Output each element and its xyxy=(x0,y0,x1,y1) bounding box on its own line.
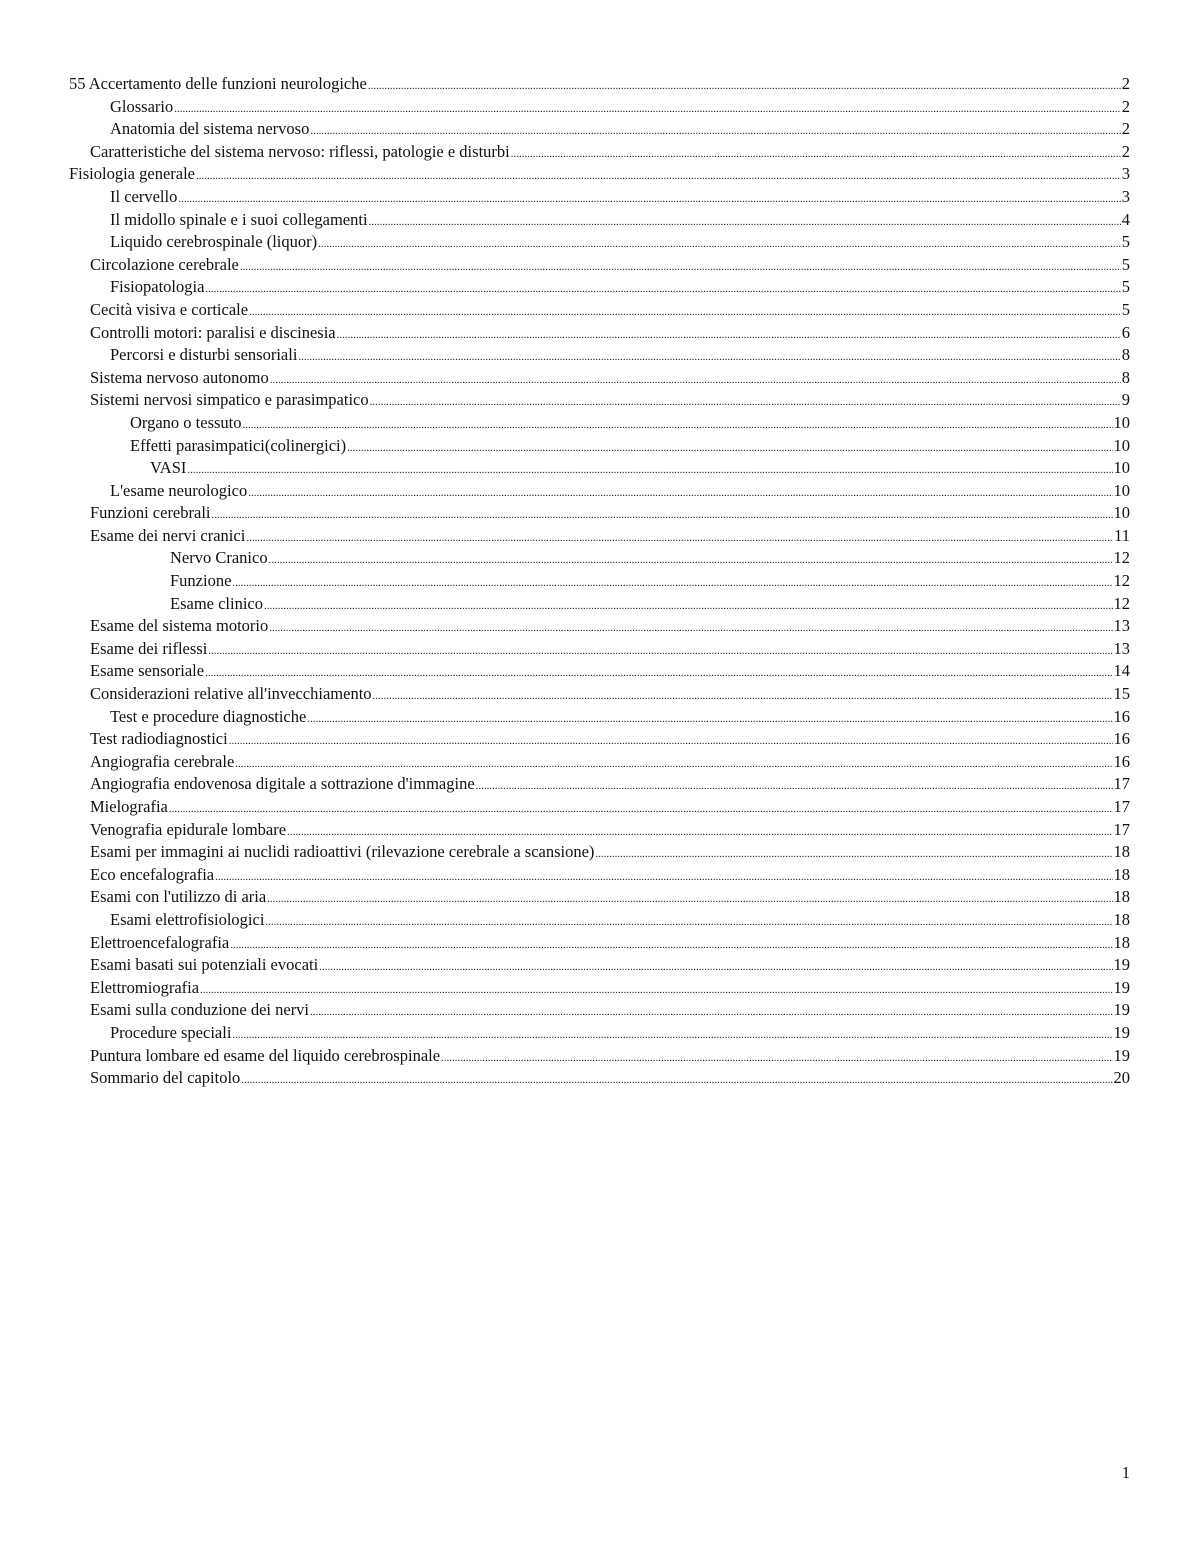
toc-entry-page: 17 xyxy=(1113,819,1130,839)
dot-leader xyxy=(319,956,1112,979)
page-number: 1 xyxy=(1121,1463,1130,1482)
toc-entry-page: 18 xyxy=(1113,887,1130,907)
dot-leader xyxy=(265,911,1112,934)
toc-entry-title: L'esame neurologico xyxy=(110,480,248,500)
toc-entry-title: Sistemi nervosi simpatico e parasimpatico xyxy=(90,390,369,410)
toc-entry-title: Esami basati sui potenziali evocati xyxy=(90,955,319,975)
dot-leader xyxy=(215,866,1112,889)
toc-entry-title: Esami con l'utilizzo di aria xyxy=(90,887,267,907)
toc-entry-title: Esame del sistema motorio xyxy=(90,616,269,636)
toc-entry-title: Sistema nervoso autonomo xyxy=(90,367,269,387)
dot-leader xyxy=(267,888,1112,911)
toc-entry[interactable] xyxy=(69,819,1130,842)
toc-entry[interactable] xyxy=(69,141,1130,164)
toc-entry-page: 5 xyxy=(1121,299,1130,319)
toc-entry-title: Esame sensoriale xyxy=(90,661,205,681)
toc-entry[interactable] xyxy=(69,909,1130,932)
toc-entry-title: Procedure speciali xyxy=(110,1022,232,1042)
toc-entry-title: Test radiodiagnostici xyxy=(90,729,228,749)
dot-leader xyxy=(595,843,1112,866)
dot-leader xyxy=(241,1069,1112,1092)
dot-leader xyxy=(373,685,1113,708)
toc-entry-page: 8 xyxy=(1121,345,1130,365)
toc-entry-page: 18 xyxy=(1113,864,1130,884)
toc-entry[interactable] xyxy=(69,706,1130,729)
toc-entry[interactable] xyxy=(69,457,1130,480)
dot-leader xyxy=(208,640,1112,663)
toc-entry-title: Nervo Cranico xyxy=(170,548,268,568)
toc-entry-page: 4 xyxy=(1121,209,1130,229)
toc-entry[interactable] xyxy=(69,502,1130,525)
toc-entry[interactable] xyxy=(69,389,1130,412)
dot-leader xyxy=(476,775,1113,798)
toc-entry-title: Funzioni cerebrali xyxy=(90,503,211,523)
toc-entry-page: 12 xyxy=(1113,571,1130,591)
toc-entry-page: 10 xyxy=(1113,503,1130,523)
toc-entry-title: Il midollo spinale e i suoi collegamenti xyxy=(110,209,368,229)
toc-entry-page: 17 xyxy=(1113,774,1130,794)
dot-leader xyxy=(441,1047,1112,1070)
toc-entry-page: 9 xyxy=(1121,390,1130,410)
dot-leader xyxy=(212,504,1113,527)
dot-leader xyxy=(235,753,1112,776)
toc-entry[interactable] xyxy=(69,525,1130,548)
toc-entry-page: 19 xyxy=(1113,977,1130,997)
dot-leader xyxy=(230,934,1112,957)
toc-entry-page: 16 xyxy=(1113,729,1130,749)
toc-entry-page: 12 xyxy=(1113,548,1130,568)
table-of-contents xyxy=(69,73,1130,1090)
dot-leader xyxy=(318,233,1121,256)
dot-leader xyxy=(347,437,1112,460)
toc-entry-title: Esami sulla conduzione dei nervi xyxy=(90,1000,310,1020)
toc-entry-title: Esami elettrofisiologici xyxy=(110,909,265,929)
toc-entry-title: Esame clinico xyxy=(170,593,264,613)
toc-entry-title: Elettroencefalografia xyxy=(90,932,230,952)
toc-entry[interactable] xyxy=(69,186,1130,209)
toc-entry-page: 11 xyxy=(1114,525,1130,545)
toc-entry-title: Il cervello xyxy=(110,186,178,206)
toc-entry-page: 10 xyxy=(1113,480,1130,500)
toc-entry[interactable] xyxy=(69,1067,1130,1090)
toc-entry-title: Percorsi e disturbi sensoriali xyxy=(110,345,298,365)
toc-entry-title: Mielografia xyxy=(90,797,168,816)
toc-entry-title: Angiografia cerebrale xyxy=(90,751,235,771)
dot-leader xyxy=(287,821,1112,844)
toc-entry-page: 19 xyxy=(1113,1045,1130,1065)
dot-leader xyxy=(243,414,1113,437)
toc-entry-page: 20 xyxy=(1113,1068,1130,1088)
toc-entry-page: 18 xyxy=(1113,932,1130,952)
toc-entry-title: Glossario xyxy=(110,96,174,116)
dot-leader xyxy=(307,708,1112,731)
toc-entry-title: Venografia epidurale lombare xyxy=(90,819,287,839)
toc-entry-title: Caratteristiche del sistema nervoso: riflessi, patologie e disturbi xyxy=(90,141,510,161)
toc-entry-title: Controlli motori: paralisi e discinesia xyxy=(90,322,336,342)
toc-entry[interactable] xyxy=(69,615,1130,638)
toc-entry-page: 19 xyxy=(1113,1000,1130,1020)
dot-leader xyxy=(370,391,1121,414)
toc-entry[interactable] xyxy=(69,73,1130,96)
toc-entry[interactable] xyxy=(69,1045,1130,1068)
toc-entry[interactable] xyxy=(69,299,1130,322)
toc-entry-page: 14 xyxy=(1113,661,1130,681)
toc-entry-page: 5 xyxy=(1121,277,1130,297)
toc-entry-page: 19 xyxy=(1113,1022,1130,1042)
dot-leader xyxy=(178,188,1120,211)
toc-entry-page: 3 xyxy=(1121,186,1130,206)
toc-entry[interactable] xyxy=(69,683,1130,706)
toc-entry-title: Elettromiografia xyxy=(90,977,200,997)
dot-leader xyxy=(269,617,1112,640)
toc-entry[interactable] xyxy=(69,276,1130,299)
toc-entry-title: Sommario del capitolo xyxy=(90,1068,241,1088)
dot-leader xyxy=(187,459,1112,482)
toc-entry[interactable] xyxy=(69,977,1130,1000)
toc-entry[interactable] xyxy=(69,412,1130,435)
toc-entry-page: 17 xyxy=(1113,797,1130,816)
dot-leader xyxy=(369,211,1121,234)
toc-entry[interactable] xyxy=(69,254,1130,277)
toc-entry-page: 2 xyxy=(1121,74,1130,93)
toc-entry-page: 13 xyxy=(1113,638,1130,658)
toc-entry-title: 55 Accertamento delle funzioni neurologiche xyxy=(69,74,367,93)
toc-entry[interactable] xyxy=(69,773,1130,796)
dot-leader xyxy=(196,165,1121,188)
toc-entry-page: 10 xyxy=(1113,435,1130,455)
dot-leader xyxy=(240,256,1121,279)
toc-entry[interactable] xyxy=(69,886,1130,909)
dot-leader xyxy=(511,143,1121,166)
toc-entry[interactable] xyxy=(69,841,1130,864)
toc-entry[interactable] xyxy=(69,435,1130,458)
toc-entry-page: 2 xyxy=(1121,96,1130,116)
toc-entry-title: Fisiopatologia xyxy=(110,277,205,297)
toc-entry-title: Effetti parasimpatici(colinergici) xyxy=(130,435,347,455)
toc-entry-page: 3 xyxy=(1121,164,1130,184)
toc-entry-page: 18 xyxy=(1113,909,1130,929)
dot-leader xyxy=(337,324,1121,347)
dot-leader xyxy=(205,662,1112,685)
toc-entry[interactable] xyxy=(69,999,1130,1022)
toc-entry[interactable] xyxy=(69,118,1130,141)
toc-entry[interactable] xyxy=(69,322,1130,345)
toc-entry-title: Test e procedure diagnostiche xyxy=(110,706,307,726)
toc-entry-title: Esame dei nervi cranici xyxy=(90,525,246,545)
toc-entry-page: 5 xyxy=(1121,232,1130,252)
dot-leader xyxy=(205,278,1120,301)
dot-leader xyxy=(229,730,1113,753)
toc-entry-page: 8 xyxy=(1121,367,1130,387)
toc-entry[interactable] xyxy=(69,96,1130,119)
toc-entry-page: 6 xyxy=(1121,322,1130,342)
toc-entry-title: Considerazioni relative all'invecchiamento xyxy=(90,684,372,704)
dot-leader xyxy=(368,75,1121,98)
toc-entry-title: Angiografia endovenosa digitale a sottrazione d'immagine xyxy=(90,774,475,794)
toc-entry-title: Eco encefalografia xyxy=(90,864,215,884)
toc-entry[interactable] xyxy=(69,593,1130,616)
toc-entry-page: 2 xyxy=(1121,119,1130,139)
toc-entry-page: 12 xyxy=(1113,593,1130,613)
toc-entry-title: Cecità visiva e corticale xyxy=(90,299,249,319)
dot-leader xyxy=(248,482,1112,505)
toc-entry[interactable] xyxy=(69,344,1130,367)
dot-leader xyxy=(298,346,1120,369)
toc-entry-title: Funzione xyxy=(170,571,232,591)
dot-leader xyxy=(249,301,1121,324)
toc-entry-page: 16 xyxy=(1113,706,1130,726)
toc-entry-page: 15 xyxy=(1113,684,1130,704)
toc-entry[interactable] xyxy=(69,638,1130,661)
toc-entry[interactable] xyxy=(69,751,1130,774)
toc-entry[interactable] xyxy=(69,728,1130,751)
dot-leader xyxy=(310,120,1120,143)
toc-entry-title: Organo o tessuto xyxy=(130,412,242,432)
toc-entry-page: 18 xyxy=(1113,842,1130,862)
toc-entry-title: Anatomia del sistema nervoso xyxy=(110,119,310,139)
toc-entry[interactable] xyxy=(69,954,1130,977)
dot-leader xyxy=(169,798,1113,821)
dot-leader xyxy=(200,979,1112,1002)
toc-entry[interactable] xyxy=(69,480,1130,503)
toc-entry-page: 10 xyxy=(1113,412,1130,432)
toc-entry[interactable] xyxy=(69,1022,1130,1045)
toc-entry[interactable] xyxy=(69,547,1130,570)
toc-entry-page: 16 xyxy=(1113,751,1130,771)
toc-entry-page: 10 xyxy=(1113,458,1130,478)
toc-entry-title: Esame dei riflessi xyxy=(90,638,208,658)
dot-leader xyxy=(310,1001,1112,1024)
toc-entry[interactable] xyxy=(69,570,1130,593)
toc-entry-page: 2 xyxy=(1121,141,1130,161)
toc-entry-page: 19 xyxy=(1113,955,1130,975)
dot-leader xyxy=(269,549,1113,572)
toc-entry-page: 13 xyxy=(1113,616,1130,636)
toc-entry-title: Puntura lombare ed esame del liquido cerebrospinale xyxy=(90,1045,441,1065)
toc-entry-title: VASI xyxy=(150,458,187,478)
toc-entry[interactable] xyxy=(69,209,1130,232)
toc-entry-title: Liquido cerebrospinale (liquor) xyxy=(110,232,318,252)
toc-entry[interactable] xyxy=(69,367,1130,390)
dot-leader xyxy=(174,98,1121,121)
dot-leader xyxy=(232,1024,1112,1047)
toc-entry-title: Fisiologia generale xyxy=(69,164,196,184)
toc-entry[interactable] xyxy=(69,660,1130,683)
toc-entry-page: 5 xyxy=(1121,254,1130,274)
toc-entry[interactable] xyxy=(69,231,1130,254)
toc-entry-title: Esami per immagini ai nuclidi radioattivi (rilevazione cerebrale a scansione) xyxy=(90,842,595,862)
toc-entry[interactable] xyxy=(69,932,1130,955)
dot-leader xyxy=(246,527,1113,550)
dot-leader xyxy=(270,369,1121,392)
dot-leader xyxy=(264,595,1112,618)
dot-leader xyxy=(232,572,1112,595)
toc-entry[interactable] xyxy=(69,796,1130,819)
toc-entry[interactable] xyxy=(69,163,1130,186)
toc-entry-title: Circolazione cerebrale xyxy=(90,254,239,274)
toc-entry[interactable] xyxy=(69,864,1130,887)
